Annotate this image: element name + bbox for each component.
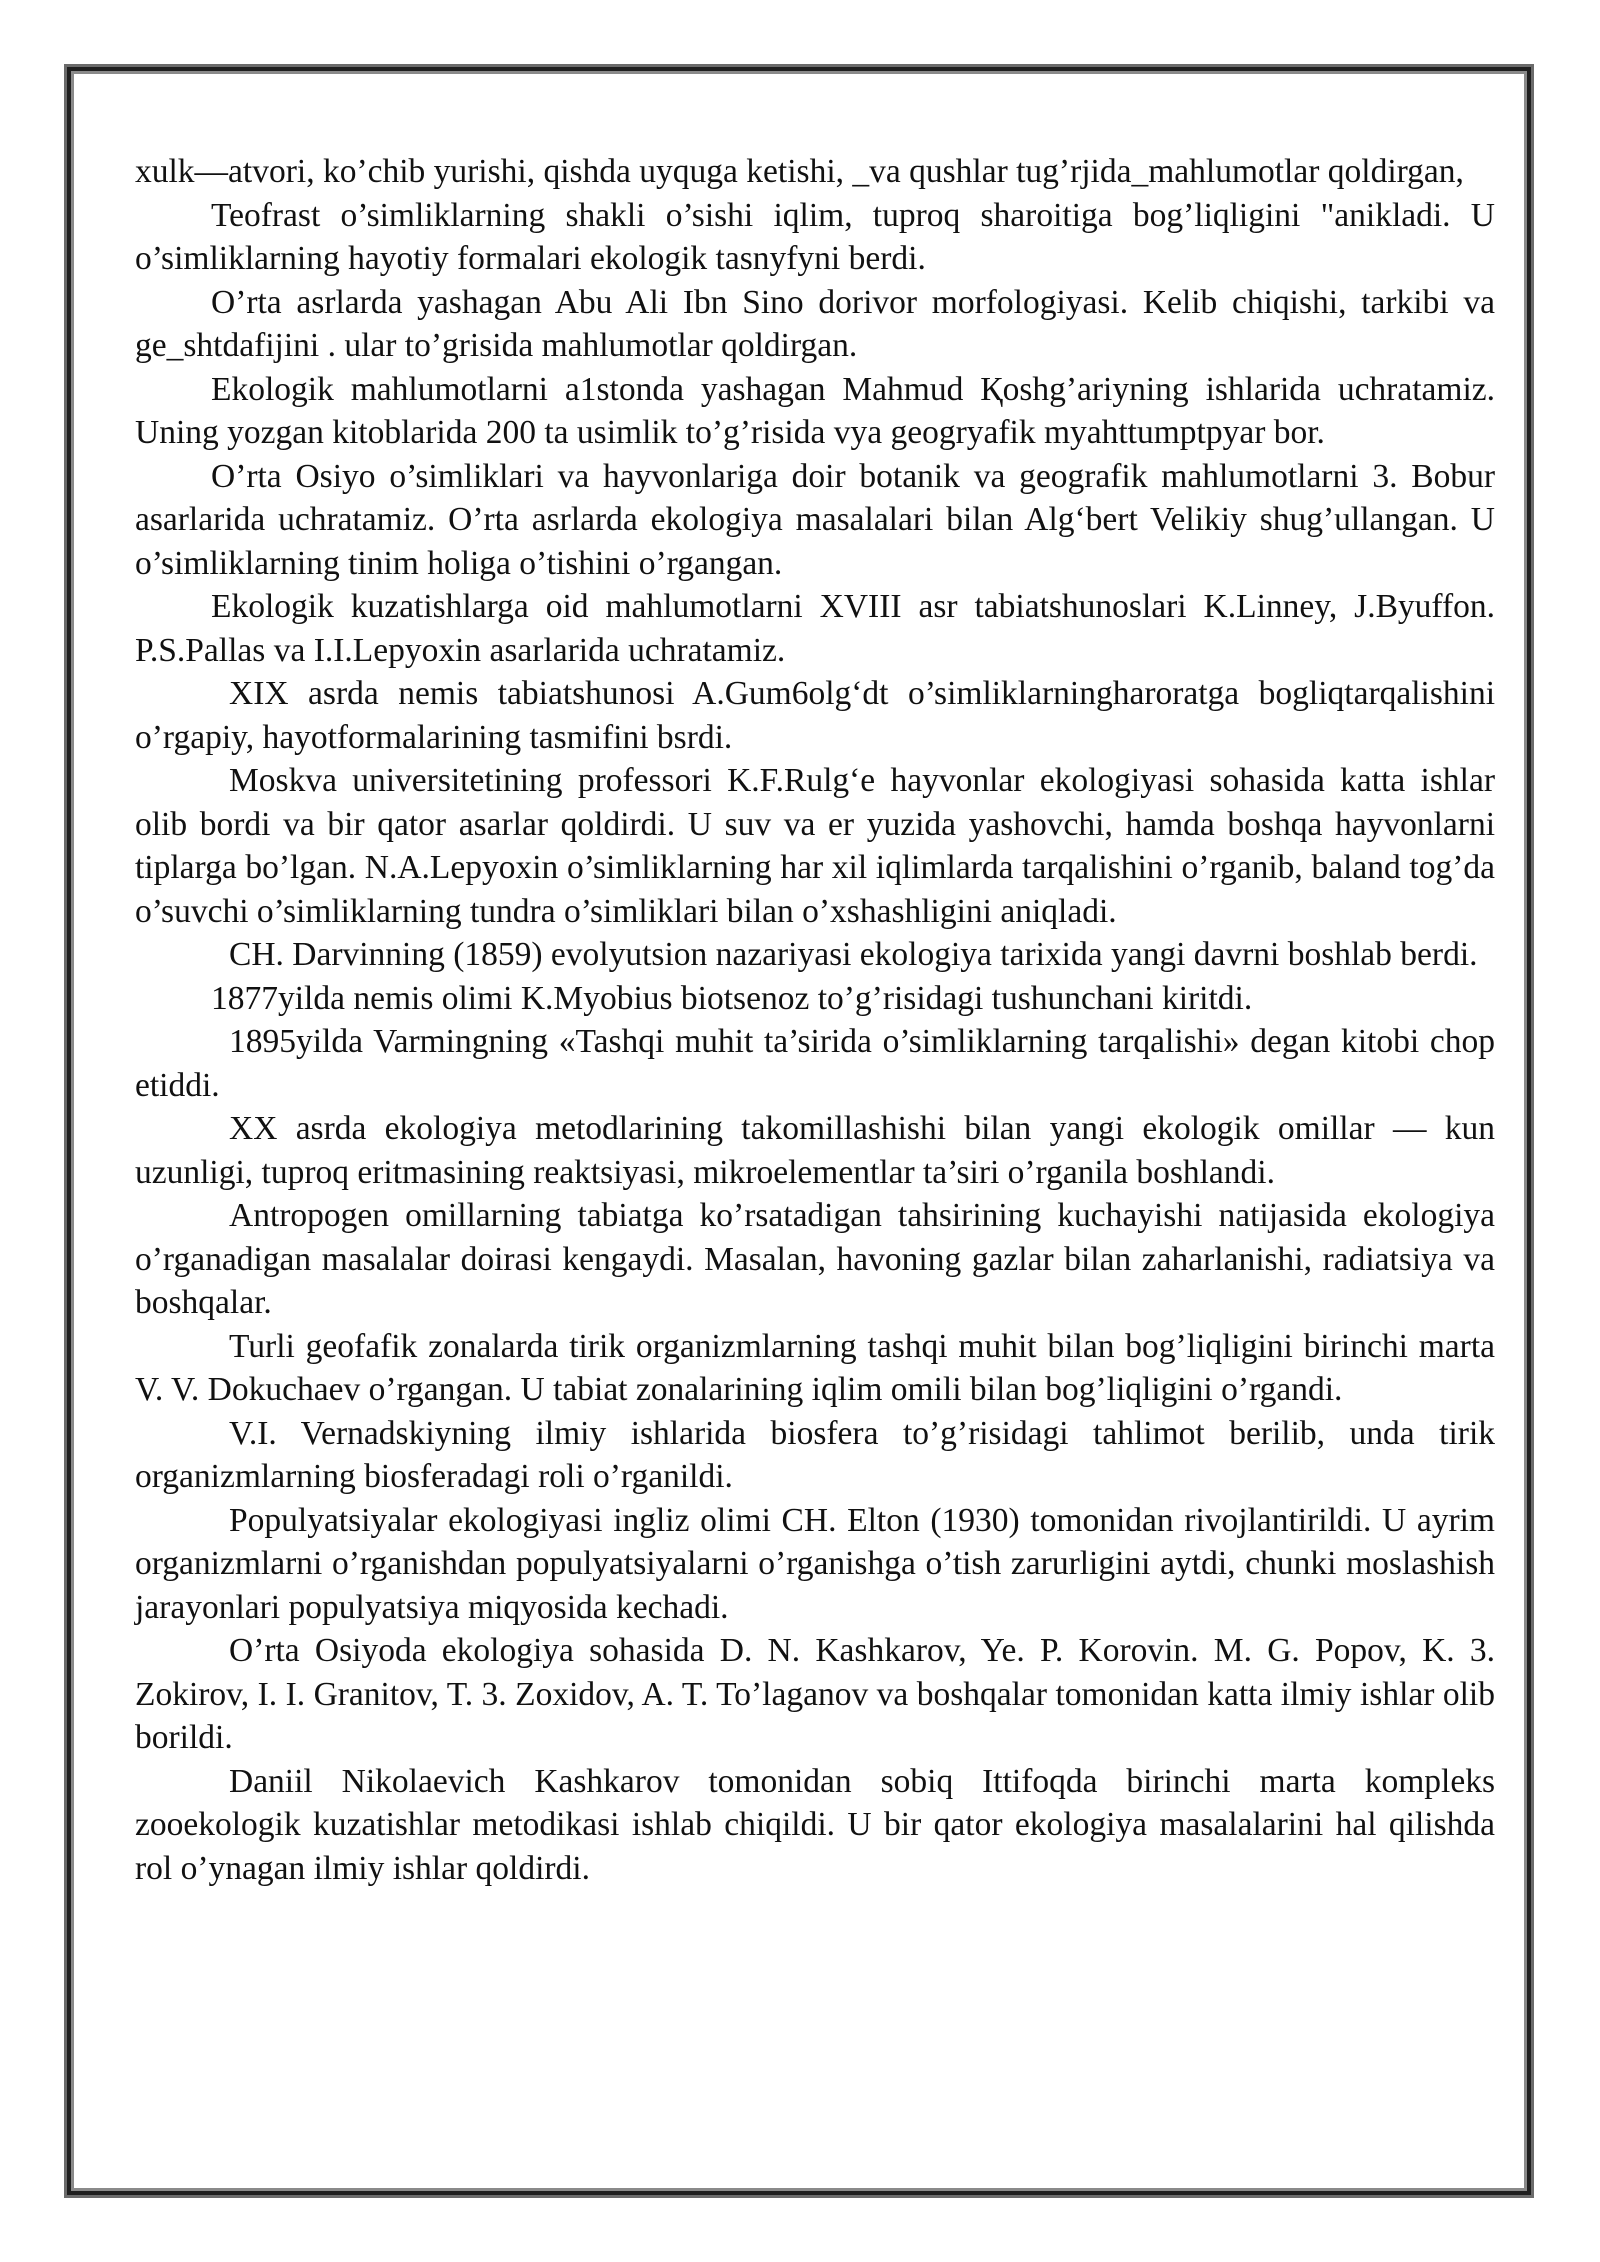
paragraph: XX asrda ekologiya metodlarining takomillashishi bilan yangi ekologik omillar — kun uzunligi, tuproq eritmasining reaktsiyasi, mikroelementlar ta’siri o’rganila boshlandi. bbox=[135, 1110, 1495, 1191]
paragraph: O’rta Osiyoda ekologiya sohasida D. N. Kashkarov, Ye. P. Korovin. M. G. Popov, K. 3. Zokirov, I. I. Granitov, T. 3. Zoxidov, A. T. To’laganov va boshqalar tomonidan katta ilmiy ishlar olib borildi. bbox=[135, 1632, 1495, 1756]
paragraph: 1895yilda Varmingning «Tashqi muhit ta’sirida o’simliklarning tarqalishi» degan kitobi chop etiddi. bbox=[135, 1023, 1495, 1104]
paragraph: Turli geofafik zonalarda tirik organizmlarning tashqi muhit bilan bog’liqligini birinchi marta V. V. Dokuchaev o’rgangan. U tabiat zonalarining iqlim omili bilan bog’liqligini o’rgandi. bbox=[135, 1327, 1495, 1408]
document-body bbox=[135, 150, 1495, 1890]
paragraph: Populyatsiyalar ekologiyasi ingliz olimi CH. Elton (1930) tomonidan rivojlantirildi. U ayrim organizmlarni o’rganishdan populyatsiyalarni o’rganishga o’tish zarurligini aytdi, chunki moslashish jarayonlari populyatsiya miqyosida kechadi. bbox=[135, 1501, 1495, 1626]
paragraph: xulk—atvori, ko’chib yurishi, qishda uyquga ketishi, _va qushlar tug’rjida_mahlumotlar qoldirgan, bbox=[135, 153, 1464, 190]
paragraph: O’rta Osiyo o’simliklari va hayvonlariga doir botanik va geografik mahlumotlarni 3. Bobur asarlarida uchratamiz. O’rta asrlarda ekologiya masalalari bilan Alg‘bert Velikiy shug’ullangan. U o’simliklarning tinim holiga o’tishini o’rgangan. bbox=[135, 457, 1495, 582]
paragraph: XIX asrda nemis tabiatshunosi A.Gum6olg‘dt o’simliklarningharoratga bogliqtarqalishini o’rgapiy, hayotformalarining tasmifini bsrdi. bbox=[135, 675, 1495, 756]
paragraph: V.I. Vernadskiyning ilmiy ishlarida biosfera to’g’risidagi tahlimot berilib, unda tirik organizmlarning biosferadagi roli o’rganildi. bbox=[135, 1414, 1495, 1495]
paragraph: Moskva universitetining professori K.F.Rulg‘e hayvonlar ekologiyasi sohasida katta ishlar olib bordi va bir qator asarlar qoldirdi. U suv va er yuzida yashovchi, hamda boshqa hayvonlarni tiplarga bo’lgan. N.A.Lepyoxin o’simliklarning har xil iqlimlarda tarqalishini o’rganib, baland tog’da o’suvchi o’simliklarning tundra o’simliklari bilan o’xshashligini aniqladi. bbox=[135, 762, 1495, 930]
paragraph: Ekologik kuzatishlarga oid mahlumotlarni XVIII asr tabiatshunoslari K.Linney, J.Byuffon. P.S.Pallas va I.I.Lepyoxin asarlarida uchratamiz. bbox=[135, 588, 1495, 669]
paragraph: Teofrast o’simliklarning shakli o’sishi iqlim, tuproq sharoitiga bog’liqligini "anikladi. U o’simliklarning hayotiy formalari ekologik tasnyfyni berdi. bbox=[135, 196, 1495, 277]
paragraph: Ekologik mahlumotlarni a1stonda yashagan Mahmud Қoshg’ariyning ishlarida uchratamiz. Uning yozgan kitoblarida 200 ta usimlik to’g’risida vya geogryafik myahttumptpyar bor. bbox=[135, 370, 1495, 451]
paragraph: 1877yilda nemis olimi K.Myobius biotsenoz to’g’risidagi tushunchani kiritdi. bbox=[211, 979, 1253, 1017]
paragraph: CH. Darvinning (1859) evolyutsion nazariyasi ekologiya tarixida yangi davrni boshlab berdi. bbox=[229, 936, 1478, 973]
paragraph: Daniil Nikolaevich Kashkarov tomonidan sobiq Ittifoqda birinchi marta kompleks zooekologik kuzatishlar metodikasi ishlab chiqildi. U bir qator ekologiya masalalarini hal qilishda rol o’ynagan ilmiy ishlar qoldirdi. bbox=[135, 1762, 1495, 1887]
paragraph: Antropogen omillarning tabiatga ko’rsatadigan tahsirining kuchayishi natijasida ekologiya o’rganadigan masalalar doirasi kengaydi. Masalan, havoning gazlar bilan zaharlanishi, radiatsiya va boshqalar. bbox=[135, 1197, 1495, 1321]
paragraph: O’rta asrlarda yashagan Abu Ali Ibn Sino dorivor morfologiyasi. Kelib chiqishi, tarkibi va ge_shtdafijini . ular to’grisida mahlumotlar qoldirgan. bbox=[135, 283, 1495, 364]
